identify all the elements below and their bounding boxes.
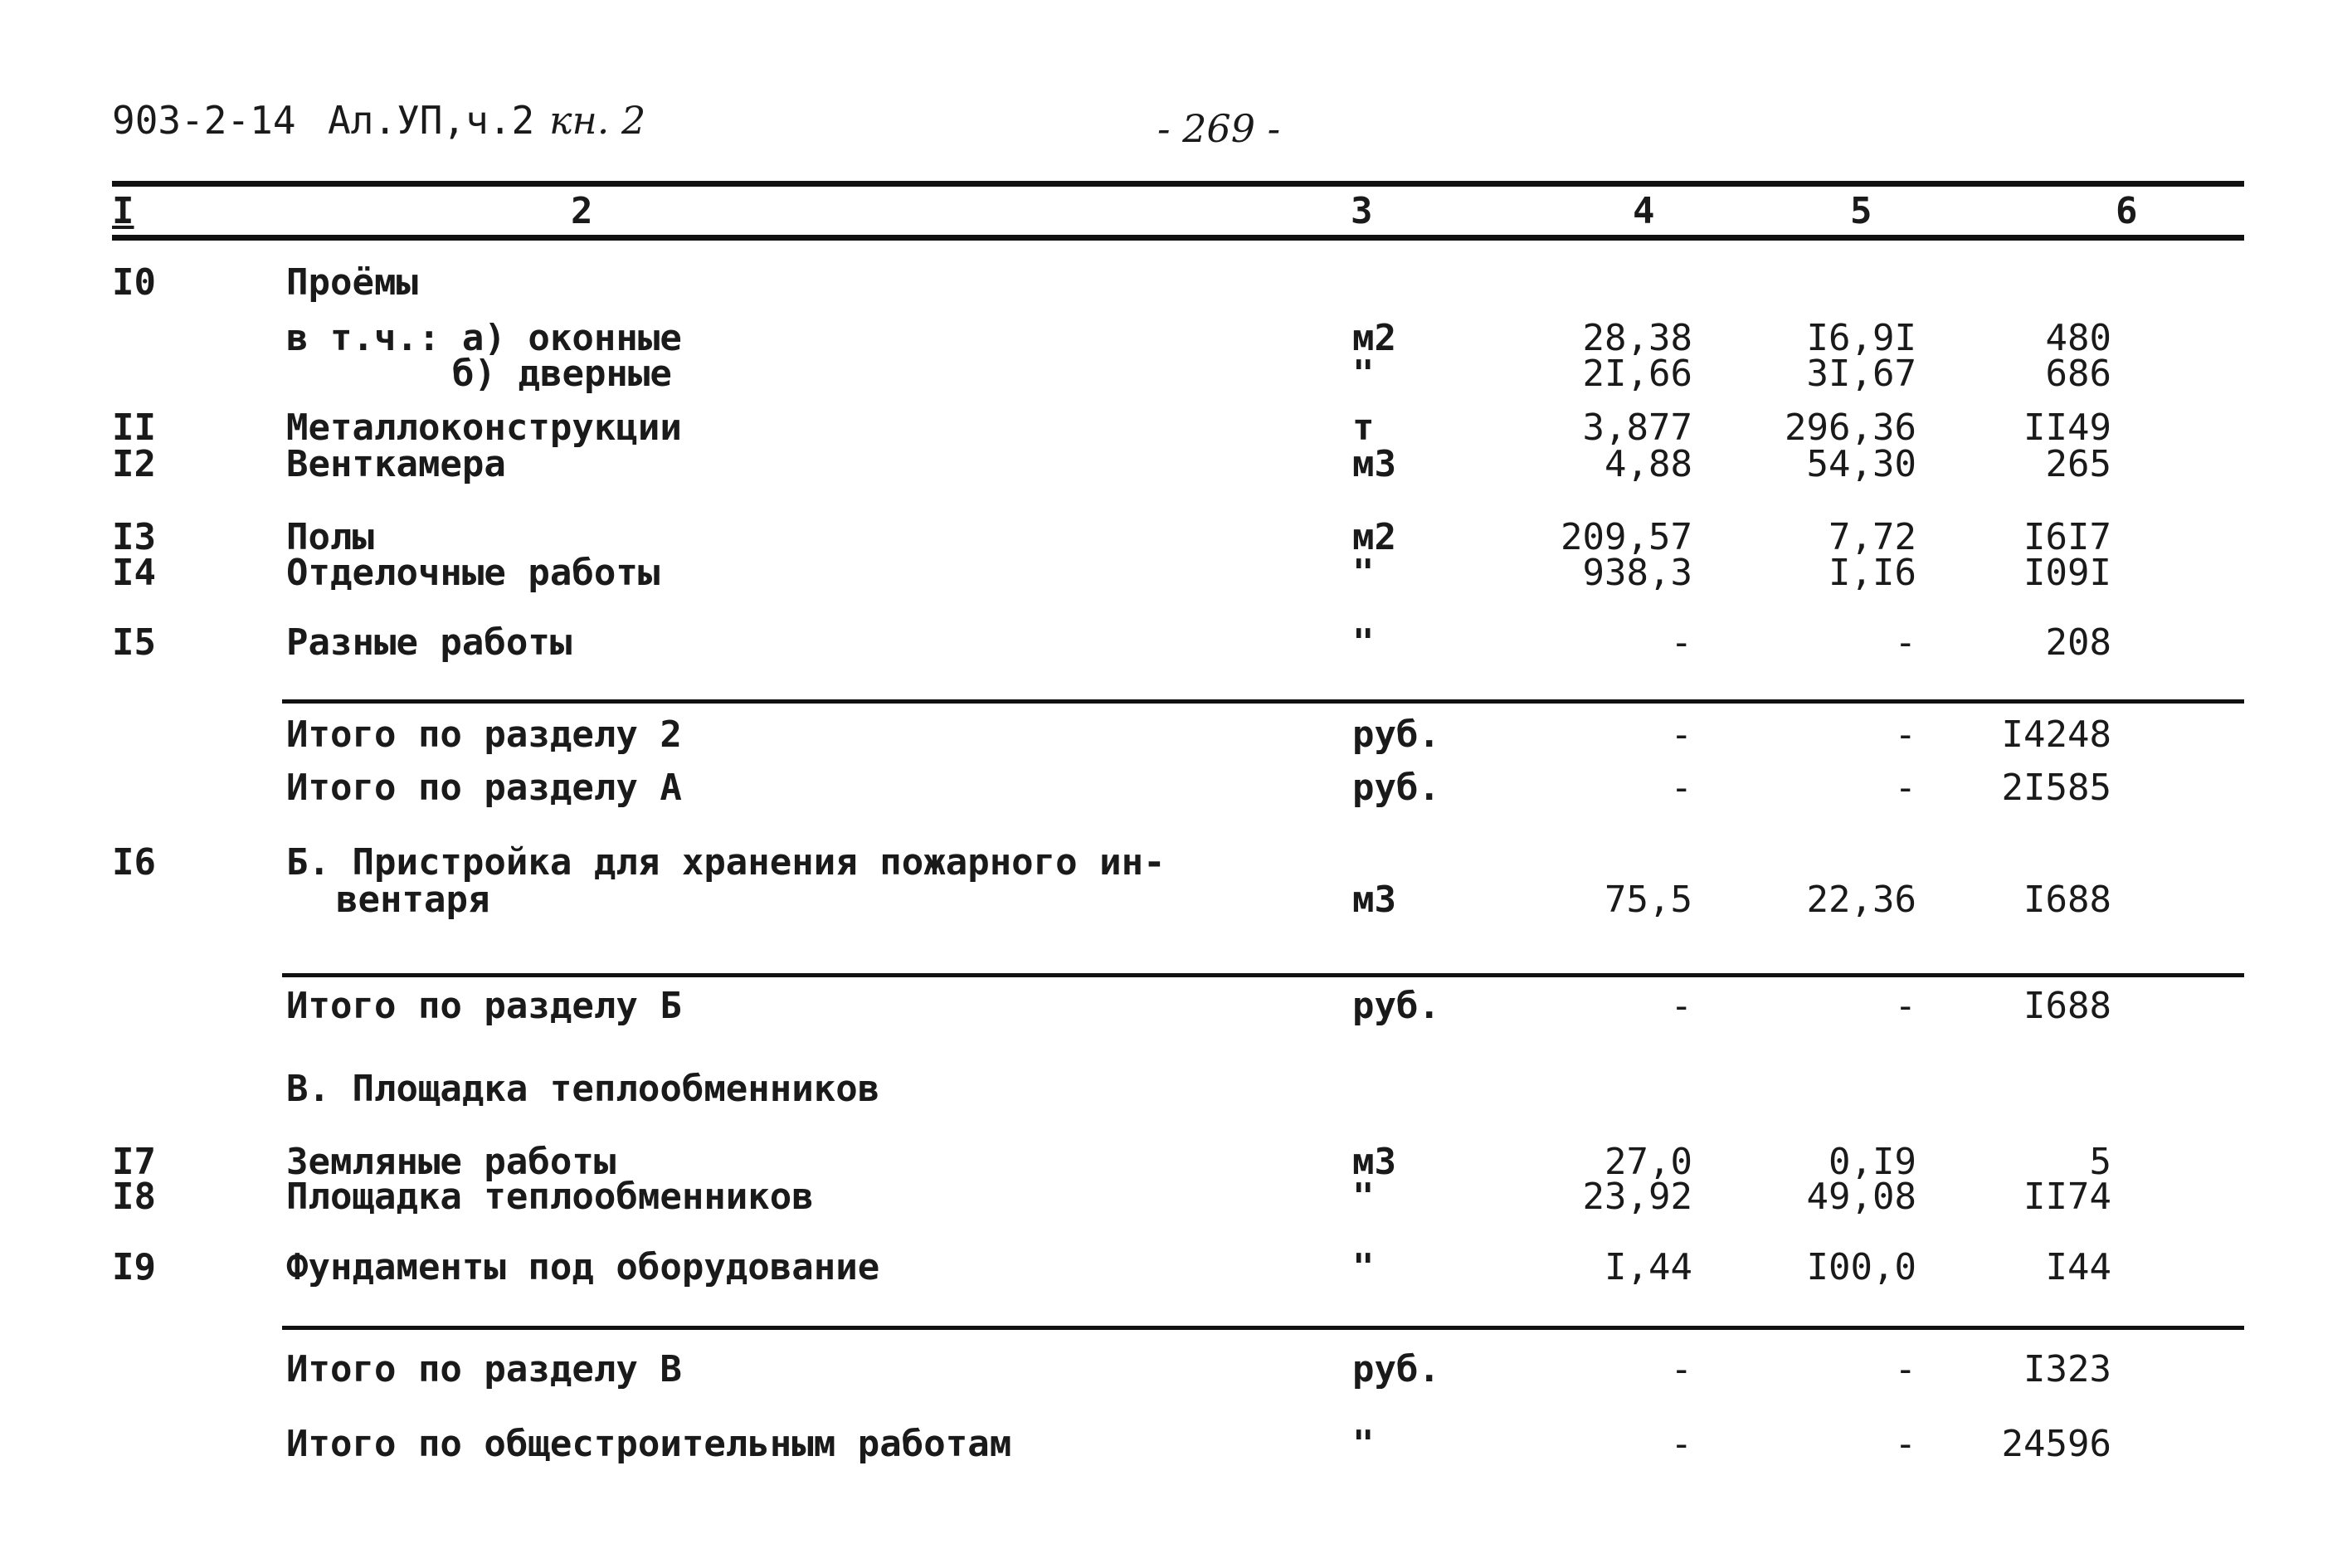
row-unit: " — [1352, 552, 1375, 594]
row-total: I4248 — [2001, 713, 2111, 756]
row-number: I2 — [112, 443, 156, 485]
row-quantity: 938,3 — [1582, 552, 1692, 594]
row-total: 2I585 — [2001, 767, 2111, 809]
col-header-3: 3 — [1351, 190, 1373, 232]
row-unit: м2 — [1352, 516, 1396, 558]
row-quantity: 209,57 — [1561, 516, 1692, 558]
row-name: в т.ч.: а) оконные — [286, 317, 682, 359]
row-quantity: 75,5 — [1605, 879, 1692, 921]
row-quantity: 28,38 — [1582, 317, 1692, 359]
row-unit-price: - — [1894, 767, 1916, 809]
col-header-5: 5 — [1850, 190, 1872, 232]
row-unit: т — [1352, 407, 1375, 449]
row-name: Б. Пристройка для хранения пожарного ин- — [286, 841, 1166, 884]
row-unit: руб. — [1352, 767, 1440, 809]
row-unit: " — [1352, 621, 1375, 664]
row-number: I3 — [112, 516, 156, 558]
row-total: 24596 — [2001, 1423, 2111, 1465]
row-unit-price: - — [1894, 1423, 1916, 1465]
row-unit-price: I00,0 — [1806, 1246, 1916, 1288]
row-unit-price: 7,72 — [1829, 516, 1916, 558]
row-name: б) дверные — [452, 353, 672, 395]
row-unit: " — [1352, 353, 1375, 395]
page-number: - 269 - — [1157, 106, 1281, 151]
row-name: Итого по разделу 2 — [286, 713, 682, 756]
row-unit: м3 — [1352, 879, 1396, 921]
row-number: I8 — [112, 1176, 156, 1218]
row-name: В. Площадка теплообменников — [286, 1068, 880, 1110]
row-quantity: - — [1670, 621, 1692, 664]
row-unit: " — [1352, 1423, 1375, 1465]
row-total: I688 — [2023, 879, 2111, 921]
row-total: 5 — [2089, 1141, 2111, 1183]
row-number: I0 — [112, 261, 156, 304]
row-total: I323 — [2023, 1348, 2111, 1390]
row-unit: м2 — [1352, 317, 1396, 359]
row-quantity: - — [1670, 713, 1692, 756]
row-number: I5 — [112, 621, 156, 664]
row-unit: руб. — [1352, 1348, 1440, 1390]
row-quantity: 4,88 — [1605, 443, 1692, 485]
row-total: II49 — [2023, 407, 2111, 449]
row-number: I9 — [112, 1246, 156, 1288]
row-unit-price: - — [1894, 985, 1916, 1027]
row-quantity: - — [1670, 767, 1692, 809]
row-quantity: I,44 — [1605, 1246, 1692, 1288]
row-name: Фундаменты под оборудование — [286, 1246, 880, 1288]
row-unit-price: I6,9I — [1806, 317, 1916, 359]
row-total: 265 — [2045, 443, 2111, 485]
row-quantity: 27,0 — [1605, 1141, 1692, 1183]
row-unit: м3 — [1352, 1141, 1396, 1183]
row-name: Проёмы — [286, 261, 418, 304]
row-unit: " — [1352, 1176, 1375, 1218]
row-name: Земляные работы — [286, 1141, 616, 1183]
row-unit-price: 54,30 — [1806, 443, 1916, 485]
book-ref: кн. 2 — [549, 98, 646, 143]
row-unit: руб. — [1352, 985, 1440, 1027]
row-quantity: - — [1670, 1423, 1692, 1465]
section-rule — [282, 973, 2244, 977]
row-total: I44 — [2045, 1246, 2111, 1288]
row-total: II74 — [2023, 1176, 2111, 1218]
col-header-1: I — [112, 190, 134, 232]
row-unit-price: 0,I9 — [1829, 1141, 1916, 1183]
top-rule — [112, 181, 2244, 187]
row-total: 480 — [2045, 317, 2111, 359]
row-name: Итого по общестроительным работам — [286, 1423, 1012, 1465]
row-unit: руб. — [1352, 713, 1440, 756]
row-name: Площадка теплообменников — [286, 1176, 814, 1218]
row-number: I7 — [112, 1141, 156, 1183]
doc-code: 903-2-14 — [112, 98, 296, 143]
row-number: I4 — [112, 552, 156, 594]
row-total: 208 — [2045, 621, 2111, 664]
row-name: Металлоконструкции — [286, 407, 682, 449]
row-number: I6 — [112, 841, 156, 884]
row-unit-price: 3I,67 — [1806, 353, 1916, 395]
col-header-6: 6 — [2116, 190, 2138, 232]
section-rule — [282, 699, 2244, 704]
row-name: Итого по разделу Б — [286, 985, 682, 1027]
row-unit-price: I,I6 — [1829, 552, 1916, 594]
row-quantity: 23,92 — [1582, 1176, 1692, 1218]
row-quantity: - — [1670, 985, 1692, 1027]
row-total: I6I7 — [2023, 516, 2111, 558]
row-total: 686 — [2045, 353, 2111, 395]
row-unit-price: - — [1894, 713, 1916, 756]
section-rule — [282, 1326, 2244, 1330]
row-name: Полы — [286, 516, 374, 558]
row-quantity: - — [1670, 1348, 1692, 1390]
row-name: Разные работы — [286, 621, 572, 664]
row-unit-price: 49,08 — [1806, 1176, 1916, 1218]
album-ref: Ал.УП,ч.2 — [328, 98, 535, 143]
row-quantity: 2I,66 — [1582, 353, 1692, 395]
row-unit-price: 22,36 — [1806, 879, 1916, 921]
row-name: Итого по разделу А — [286, 767, 682, 809]
row-name: вентаря — [336, 879, 490, 921]
row-quantity: 3,877 — [1582, 407, 1692, 449]
row-total: I09I — [2023, 552, 2111, 594]
row-unit-price: 296,36 — [1785, 407, 1916, 449]
col-header-2: 2 — [571, 190, 593, 232]
row-unit: " — [1352, 1246, 1375, 1288]
row-number: II — [112, 407, 156, 449]
row-unit-price: - — [1894, 1348, 1916, 1390]
row-name: Итого по разделу В — [286, 1348, 682, 1390]
row-total: I688 — [2023, 985, 2111, 1027]
row-unit: м3 — [1352, 443, 1396, 485]
col-header-4: 4 — [1633, 190, 1655, 232]
row-name: Венткамера — [286, 443, 506, 485]
row-unit-price: - — [1894, 621, 1916, 664]
row-name: Отделочные работы — [286, 552, 660, 594]
header-bottom-rule — [112, 235, 2244, 241]
